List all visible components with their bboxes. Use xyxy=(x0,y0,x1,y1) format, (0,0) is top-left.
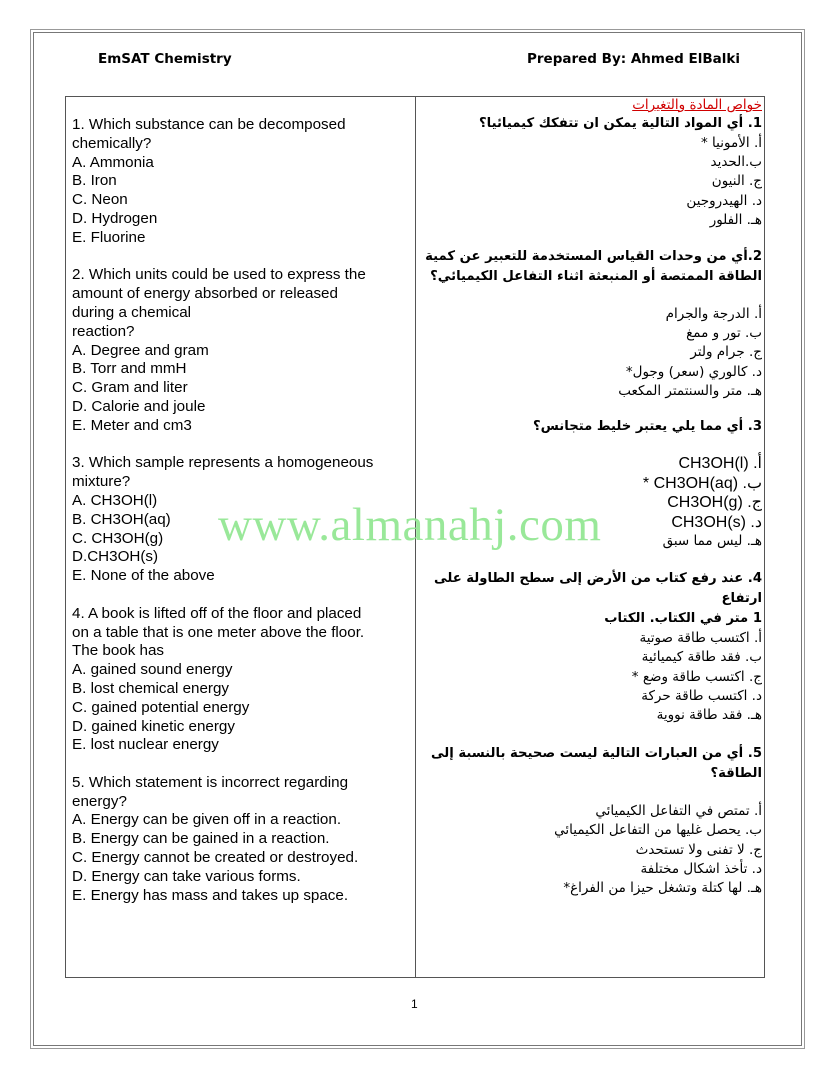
question-text: 1. أي المواد التالية يمكن ان تتفكك كيميائيا؟ xyxy=(479,116,762,131)
question-text: during a chemical xyxy=(72,303,192,321)
option: د. CH3OH(s) xyxy=(671,513,762,531)
page-number: 1 xyxy=(411,997,418,1011)
option: ج. CH3OH(g) xyxy=(667,494,762,512)
option: أ. CH3OH(l) xyxy=(678,455,762,473)
option: ب. فقد طاقة كيميائية xyxy=(641,649,762,666)
question-text: 3. Which sample represents a homogeneous xyxy=(72,454,374,472)
question-text: chemically? xyxy=(72,134,152,152)
option: C. CH3OH(g) xyxy=(72,529,164,547)
question-4-en xyxy=(72,605,407,755)
option: ج. النيون xyxy=(711,173,762,190)
question-4-ar xyxy=(420,569,762,725)
question-text: 5. أي من العبارات التالية ليست صحيحة بالنسبة إلى xyxy=(430,746,762,762)
option: C. gained potential energy xyxy=(72,698,250,716)
option: أ. الأمونيا * xyxy=(701,135,762,151)
option: أ. اكتسب طاقة صوتية xyxy=(639,630,762,647)
question-text: 1 متر في الكتاب. الكتاب xyxy=(604,611,762,627)
question-text: 5. Which statement is incorrect regarding xyxy=(72,773,349,791)
option: هـ. فقد طاقة نووية xyxy=(656,707,762,724)
option: E. Meter and cm3 xyxy=(72,416,192,434)
question-text: The book has xyxy=(72,642,165,660)
question-text: 1. Which substance can be decomposed xyxy=(72,116,346,133)
option: A. Energy can be given off in a reaction. xyxy=(72,811,342,829)
question-text: الطاقة؟ xyxy=(710,766,762,782)
question-text: 2.أي من وحدات القياس المستخدمة للتعبير عن كمية xyxy=(425,249,762,265)
option: B. lost chemical energy xyxy=(72,679,230,697)
option: د. كالوري (سعر) وجول* xyxy=(625,363,762,380)
option: D. Calorie and joule xyxy=(72,397,206,415)
option: D. Energy can take various forms. xyxy=(72,867,301,885)
option: E. None of the above xyxy=(72,567,215,585)
question-text: reaction? xyxy=(72,322,135,340)
option: A. Ammonia xyxy=(72,153,154,171)
option: E. lost nuclear energy xyxy=(72,736,219,754)
header-subject: EmSAT Chemistry xyxy=(98,51,232,67)
question-text: amount of energy absorbed or released xyxy=(72,285,338,303)
question-text: on a table that is one meter above the floor. xyxy=(72,623,365,641)
option: E. Energy has mass and takes up space. xyxy=(72,886,349,904)
option: ب. تور و ممغ xyxy=(686,325,762,342)
option: C. Gram and liter xyxy=(72,379,188,397)
option: B. Torr and mmH xyxy=(72,360,187,378)
option: B. Energy can be gained in a reaction. xyxy=(72,830,330,848)
option: A. gained sound energy xyxy=(72,661,233,679)
option: ج. لا تفنى ولا تستحدث xyxy=(635,841,762,858)
option: E. Fluorine xyxy=(72,228,146,246)
question-text: 4. A book is lifted off of the floor and placed xyxy=(72,604,362,622)
option: ج. جرام ولتر xyxy=(690,344,762,361)
question-1-en xyxy=(72,116,407,248)
option: د. تأخذ اشكال مختلفة xyxy=(640,860,762,877)
option: ب. CH3OH(aq) * xyxy=(642,474,762,492)
option: ب. يحصل غليها من التفاعل الكيميائي xyxy=(554,822,762,839)
header-author: Prepared By: Ahmed ElBalki xyxy=(527,51,740,67)
watermark-text: www.almanahj.com xyxy=(218,499,602,551)
question-text: 4. عند رفع كتاب من الأرض إلى سطح الطاولة على ارتفاع xyxy=(433,571,762,607)
question-2-en xyxy=(72,266,407,435)
option: أ. الدرجة والجرام xyxy=(665,306,762,323)
question-5-en xyxy=(72,774,407,906)
option: هـ. لها كتلة وتشغل حيزا من الفراغ* xyxy=(563,880,762,897)
option: D. Hydrogen xyxy=(72,209,158,227)
question-text: mixture? xyxy=(72,473,131,491)
option: هـ. متر والسنتمتر المكعب xyxy=(618,382,762,399)
question-text: 3. أي مما يلي يعتبر خليط متجانس؟ xyxy=(533,419,762,435)
option: هـ. الفلور xyxy=(709,211,762,228)
option: D. gained kinetic energy xyxy=(72,717,235,735)
option: أ. تمتص في التفاعل الكيميائي xyxy=(595,803,762,820)
question-text: الطاقة الممتصة أو المنبعثة اثناء التفاعل الكيميائي؟ xyxy=(430,269,762,285)
option: A. Degree and gram xyxy=(72,341,209,359)
question-text: energy? xyxy=(72,792,127,810)
question-1-ar xyxy=(420,114,762,230)
option: د. الهيدروجين xyxy=(686,192,762,209)
option: هـ. ليس مما سبق xyxy=(662,533,762,550)
option: ج. اكتسب طاقة وضع * xyxy=(631,668,762,685)
section-title: خواص المادة والتغيرات xyxy=(632,97,762,113)
option: D.CH3OH(s) xyxy=(72,548,159,566)
question-5-ar xyxy=(420,744,762,898)
option: C. Neon xyxy=(72,191,128,209)
question-2-ar xyxy=(420,247,762,401)
option: C. Energy cannot be created or destroyed. xyxy=(72,849,359,867)
question-text: 2. Which units could be used to express the xyxy=(72,266,366,284)
option: ب.الحديد xyxy=(710,154,762,171)
option: B. Iron xyxy=(72,172,117,190)
option: د. اكتسب طاقة حركة xyxy=(641,687,762,704)
option: B. CH3OH(aq) xyxy=(72,510,171,528)
option: A. CH3OH(l) xyxy=(72,491,158,509)
